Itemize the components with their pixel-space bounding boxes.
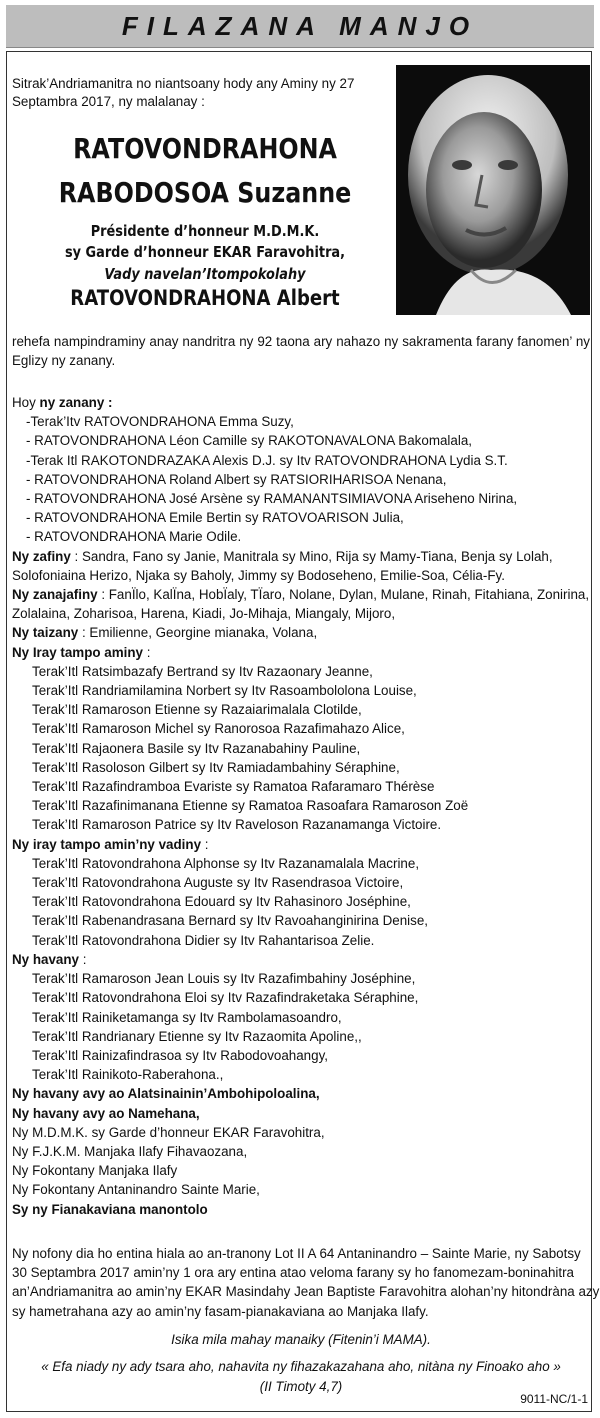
list-item: Terak’Itl Rabenandrasana Bernard sy Itv Ravoahanginirina Denise, [32,913,428,929]
list-item: Terak’Itl Ramaroson Patrice sy Itv Raveloson Razanamanga Victoire. [32,817,442,833]
list-item: Terak’Itl Rainizafindrasoa sy Itv Rabodovoahangy, [32,1047,328,1063]
zanajafiny-line2: Zolalaina, Zoharisoa, Harena, Kiadi, Jo-Mihaja, Miangaly, Mijoro, [12,606,396,622]
fianakaviana: Sy ny Fianakaviana manontolo [12,1201,208,1217]
list-item: Terak’Itl Randriamilamina Norbert sy Itv Rasoambololona Louise, [32,683,417,699]
list-item: Ny F.J.K.M. Manjaka Ilafy Fihavaozana, [12,1143,248,1159]
havany-suffix: : [79,951,87,967]
iray-tampo-heading [12,643,590,662]
list-item: Terak’Itl Ratovondrahona Edouard sy Itv Rahasinoro Joséphine, [32,894,411,910]
list-item: Terak’Itl Ratovondrahona Auguste sy Itv Rasendrasoa Victoire, [32,875,404,891]
list-item: Terak’Itl Ratovondrahona Eloi sy Itv Razafindraketaka Séraphine, [32,990,419,1006]
family-list [12,393,590,1219]
list-item: - RATOVONDRAHONA Roland Albert sy RATSIORIHARISOA Nenana, [26,471,447,487]
zanany-label: ny zanany : [39,395,113,410]
list-item: Terak’Itl Ratsimbazafy Bertrand sy Itv Razaonary Jeanne, [32,663,373,679]
request-text: Isika mila mahay manaiky (Fitenin’i MAMA). [171,1332,431,1347]
list-item: Terak’Itl Rainiketamanga sy Itv Rambolamasoandro, [32,1009,342,1025]
zanajafiny-label: Ny zanajafiny [12,587,98,603]
havany-items [12,969,590,1084]
list-item: Terak’Itl Ramaroson Michel sy Ranorosoa Razafimahazo Alice, [32,721,405,737]
banner [6,5,594,48]
iray-tampo-suffix: : [142,644,151,660]
intro-text: Sitrak’Andriamanitra no niantsoany hody any Aminy ny 27 Septambra 2017, ny malalanay : [12,76,355,109]
list-item: Ny Fokontany Antaninandro Sainte Marie, [12,1182,260,1198]
zanany-items [12,412,590,546]
deceased-name-line2: RABODOSOA Suzanne [58,176,352,209]
list-item: - RATOVONDRAHONA Marie Odile. [26,529,242,545]
funeral-line: Ny nofony dia ho entina hiala ao an-tranony Lot II A 64 Antaninandro – Sainte Marie, ny Sabotsy [12,1246,581,1261]
banner-title: FILAZANA MANJO [121,10,479,41]
havany-heading [12,950,590,969]
iray-tampo-items [12,662,590,835]
list-item: Terak’Itl Ratovondrahona Alphonse sy Itv Razanamalala Macrine, [32,855,420,871]
deceased-title1: Présidente d’honneur M.D.M.K. [90,222,320,240]
iray-tampo-vadiny-label: Ny iray tampo amin’ny vadiny [12,836,202,852]
list-item: - RATOVONDRAHONA José Arsène sy RAMANANTSIMIAVONA Ariseheno Nirina, [26,491,518,507]
after-photo-text: rehefa nampindraminy anay nandritra ny 92 taona ary nahazo ny sakramenta farany fanomen’ ny Eglizy ny zanany. [12,334,590,369]
spouse-label: Vady navelan’Itompokolahy [104,265,306,283]
list-item: Terak’Itl Ramaroson Etienne sy Razaiarimalala Clotilde, [32,702,362,718]
havany-label: Ny havany [12,951,79,967]
iray-tampo-vadiny-heading [12,835,590,854]
list-item: - RATOVONDRAHONA Léon Camille sy RAKOTONAVALONA Bakomalala, [26,433,472,449]
iray-tampo-label: Ny Iray tampo aminy [12,644,143,660]
list-item: Terak’Itl Rasoloson Gilbert sy Itv Ramiadambahiny Séraphine, [32,759,400,775]
list-item: Terak’Itl Ratovondrahona Didier sy Itv Rahantarisoa Zelie. [32,932,375,948]
verse-ref: (II Timoty 4,7) [259,1379,343,1394]
verse-text: « Efa niady ny ady tsara aho, nahavita ny fihazakazahana aho, nitàna ny Finoako aho » [41,1359,561,1374]
list-item: Terak’Itl Ramaroson Jean Louis sy Itv Razafimbahiny Joséphine, [32,971,416,987]
funeral-line: sy hametrahana azy ao amin’ny fasam-pianakaviana ao Manjaka Ilafy. [12,1303,429,1319]
iray-tampo-vadiny-suffix: : [201,836,209,852]
portrait-photo-icon [396,65,590,315]
taizany-line [12,623,590,642]
zafiny-text1: : Sandra, Fano sy Janie, Manitrala sy Mino, Rija sy Mamy-Tiana, Benja sy Lolah, [70,548,553,564]
havany-namehana: Ny havany avy ao Namehana, [12,1105,200,1121]
zanajafiny-text1: : FanÏlo, KalÏna, HobÏaly, TÏaro, Nolane, Dylan, Mulane, Rinah, Fitahiana, Zonirina, [97,587,590,603]
zanany-prefix: Hoy [12,395,40,410]
funeral-paragraph [12,1244,600,1321]
list-item: Terak’Itl Rajaonera Basile sy Itv Razanabahiny Pauline, [32,740,361,756]
list-item: Ny M.D.M.K. sy Garde d’honneur EKAR Faravohitra, [12,1124,325,1140]
list-item: - RATOVONDRAHONA Emile Bertin sy RATOVOARISON Julia, [26,510,404,526]
funeral-line: an’Andriamanitra ao amin’ny EKAR Masindahy Jean Baptiste Faravohitra alohan’ny hitondràna azy [12,1284,600,1300]
deceased-name-line1: RATOVONDRAHONA [73,132,337,165]
zanajafiny-line1 [12,585,590,604]
list-item: Ny Fokontany Manjaka Ilafy [12,1163,178,1179]
zafiny-label: Ny zafiny [12,548,71,564]
list-item: Terak’Itl Rainikoto-Raberahona., [32,1067,224,1083]
zanany-heading [12,393,590,412]
deceased-title2: sy Garde d’honneur EKAR Faravohitra, [64,243,346,261]
list-item: Terak’Itl Razafinimanana Etienne sy Ramatoa Rasoafara Ramaroson Zoë [32,798,469,814]
funeral-line: 30 Septambra 2017 amin’ny 1 ora ary entina atao veloma farany sy ho fanomezam-boninahitra [12,1265,574,1281]
list-item: -Terak’Itv RATOVONDRAHONA Emma Suzy, [26,414,294,430]
list-item: Terak’Itl Razafindramboa Evariste sy Ramatoa Rafaramaro Thérèse [32,779,435,795]
taizany-label: Ny taizany [12,625,79,641]
reference-code: 9011-NC/1-1 [520,1392,588,1406]
list-item: -Terak Itl RAKOTONDRAZAKA Alexis D.J. sy Itv RATOVONDRAHONA Lydia S.T. [26,452,508,468]
zafiny-line2: Solofoniaina Herizo, Njaka sy Baholy, Jimmy sy Bodoseheno, Emilie-Soa, Célia-Fy. [12,567,505,583]
zafiny-line1 [12,547,590,566]
havany-alatsinainy: Ny havany avy ao Alatsinainin’Ambohipoloalina, [12,1086,320,1102]
taizany-text: : Emilienne, Georgine mianaka, Volana, [78,625,318,641]
spouse-name: RATOVONDRAHONA Albert [70,286,340,310]
list-item: Terak’Itl Randrianary Etienne sy Itv Razaomita Apoline,, [32,1028,362,1044]
iray-tampo-vadiny-items [12,854,590,950]
